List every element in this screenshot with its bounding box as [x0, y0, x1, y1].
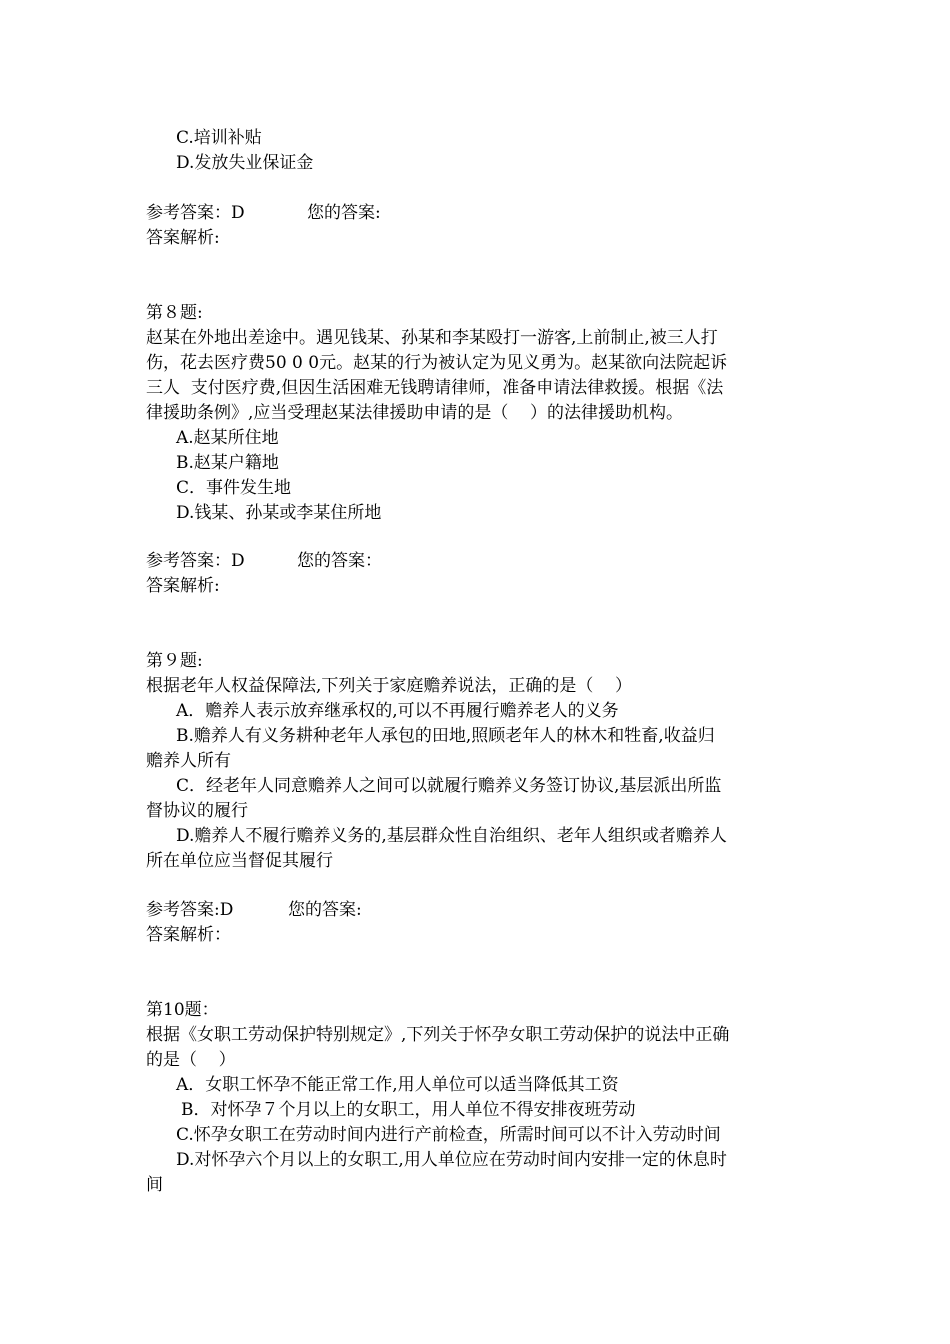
q9-option-c-line-2: 督协议的履行 [146, 801, 248, 821]
q8-stem-line-2: 伤，花去医疗费50 0 0元。赵某的行为被认定为见义勇为。赵某欲向法院起诉 [146, 353, 728, 373]
q9-number: 第９题: [146, 651, 203, 671]
q9-option-d-line-2: 所在单位应当督促其履行 [146, 851, 333, 871]
q8-option-a: A.赵某所住地 [176, 428, 279, 448]
q9-analysis: 答案解析： [146, 925, 231, 945]
q7-option-d: D.发放失业保证金 [176, 153, 314, 173]
q10-option-d-line-2: 间 [146, 1175, 163, 1195]
q9-option-d-line-1: D.赡养人不履行赡养义务的,基层群众性自治组织、老年人组织或者赡养人 [176, 826, 727, 846]
q10-option-b: B．对怀孕７个月以上的女职工，用人单位不得安排夜班劳动 [181, 1100, 636, 1120]
q10-number: 第10题： [146, 1000, 219, 1020]
q8-stem-line-3: 三人 支付医疗费,但因生活困难无钱聘请律师，准备申请法律救援。根据《法 [146, 378, 724, 398]
q9-option-c-line-1: C．经老年人同意赡养人之间可以就履行赡养义务签订协议,基层派出所监 [176, 776, 722, 796]
q8-option-b: B.赵某户籍地 [176, 453, 279, 473]
q7-your-answer: 您的答案: [307, 203, 381, 223]
q8-analysis: 答案解析: [146, 576, 220, 596]
q8-option-c: C．事件发生地 [176, 478, 292, 498]
q10-stem-line-1: 根据《女职工劳动保护特别规定》,下列关于怀孕女职工劳动保护的说法中正确 [146, 1025, 730, 1045]
q8-stem-line-1: 赵某在外地出差途中。遇见钱某、孙某和李某殴打一游客,上前制止,被三人打 [146, 328, 718, 348]
q9-option-b-line-2: 赡养人所有 [146, 751, 231, 771]
q10-option-d-line-1: D.对怀孕六个月以上的女职工,用人单位应在劳动时间内安排一定的休息时 [176, 1150, 727, 1170]
q9-stem-line-1: 根据老年人权益保障法,下列关于家庭赡养说法，正确的是（ ） [146, 676, 633, 696]
q9-reference-answer: 参考答案:D [146, 900, 234, 920]
q10-option-a: A．女职工怀孕不能正常工作,用人单位可以适当降低其工资 [176, 1075, 619, 1095]
q7-analysis: 答案解析: [146, 228, 220, 248]
q8-number: 第８题: [146, 303, 203, 323]
q8-reference-answer: 参考答案：D [146, 551, 245, 571]
q10-stem-line-2: 的是（ ） [146, 1050, 236, 1070]
q7-reference-answer: 参考答案：D [146, 203, 245, 223]
q8-your-answer: 您的答案： [297, 551, 382, 571]
q8-option-d: D.钱某、孙某或李某住所地 [176, 503, 382, 523]
q9-your-answer: 您的答案: [288, 900, 362, 920]
q10-option-c: C.怀孕女职工在劳动时间内进行产前检查，所需时间可以不计入劳动时间 [176, 1125, 721, 1145]
q9-option-a: A．赡养人表示放弃继承权的,可以不再履行赡养老人的义务 [176, 701, 619, 721]
q8-stem-line-4: 律援助条例》,应当受理赵某法律援助申请的是（ ）的法律援助机构。 [146, 403, 684, 423]
q7-option-c: C.培训补贴 [176, 128, 262, 148]
q9-option-b-line-1: B.赡养人有义务耕种老年人承包的田地,照顾老年人的林木和牲畜,收益归 [176, 726, 715, 746]
